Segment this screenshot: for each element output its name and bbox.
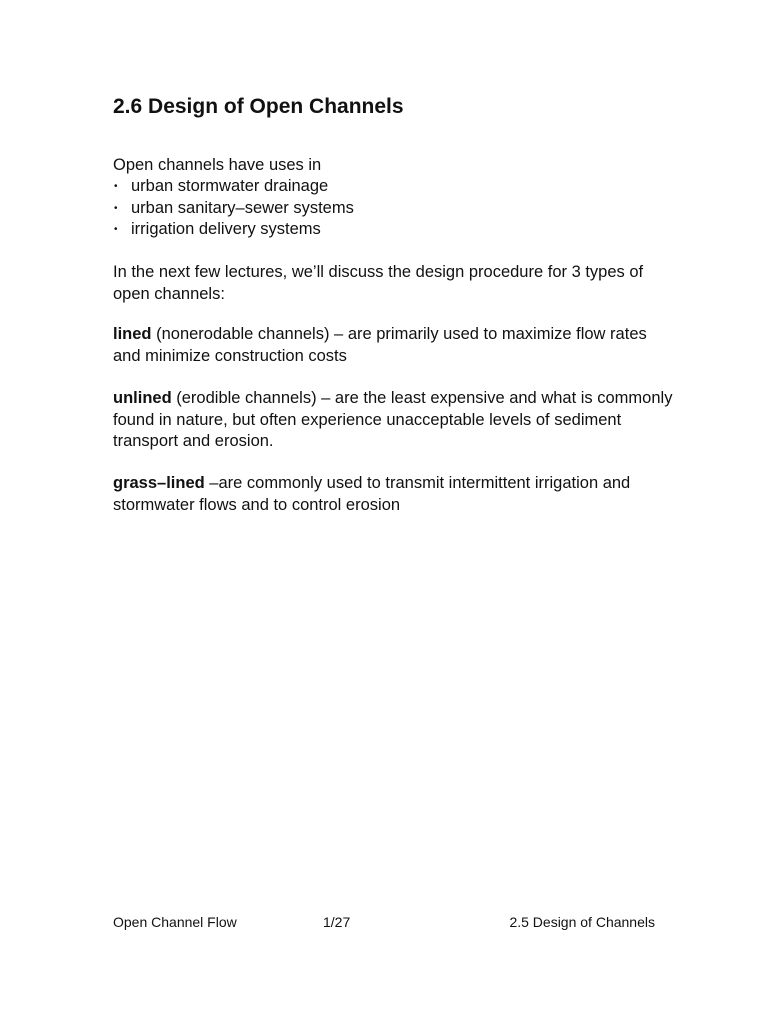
unlined-channel-paragraph — [113, 388, 673, 453]
page-title: 2.6 Design of Open Channels — [113, 95, 404, 118]
uses-list — [113, 176, 354, 241]
grass-lined-description: –are commonly used to transmit intermittent irrigation and stormwater flows and to control erosion — [113, 474, 631, 514]
footer-page-number: 1/27 — [323, 914, 351, 930]
list-item — [113, 219, 354, 241]
unlined-description: (erodible channels) – are the least expensive and what is commonly found in nature, but often experience unacceptable levels of sediment transport and erosion. — [113, 389, 673, 450]
footer-section-name: 2.5 Design of Channels — [509, 914, 655, 930]
unlined-term: unlined — [113, 389, 172, 407]
bullet-icon: • — [114, 181, 118, 192]
bullet-icon: • — [114, 224, 118, 235]
list-item — [113, 198, 354, 220]
footer-course-name: Open Channel Flow — [113, 914, 237, 930]
list-item-text: urban stormwater drainage — [131, 177, 329, 195]
next-lectures-paragraph: In the next few lectures, we’ll discuss the design procedure for 3 types of open channels: — [113, 263, 644, 303]
lined-channel-paragraph — [113, 324, 673, 367]
grass-lined-channel-paragraph — [113, 473, 673, 516]
list-item-text: irrigation delivery systems — [131, 220, 321, 238]
intro-text: Open channels have uses in — [113, 156, 322, 174]
bullet-icon: • — [114, 202, 118, 214]
lined-term: lined — [113, 325, 152, 343]
list-item — [113, 176, 354, 198]
lined-description: (nonerodable channels) – are primarily used to maximize flow rates and minimize construction costs — [113, 325, 647, 365]
grass-lined-term: grass–lined — [113, 474, 205, 492]
list-item-text: urban sanitary–sewer systems — [131, 198, 354, 217]
